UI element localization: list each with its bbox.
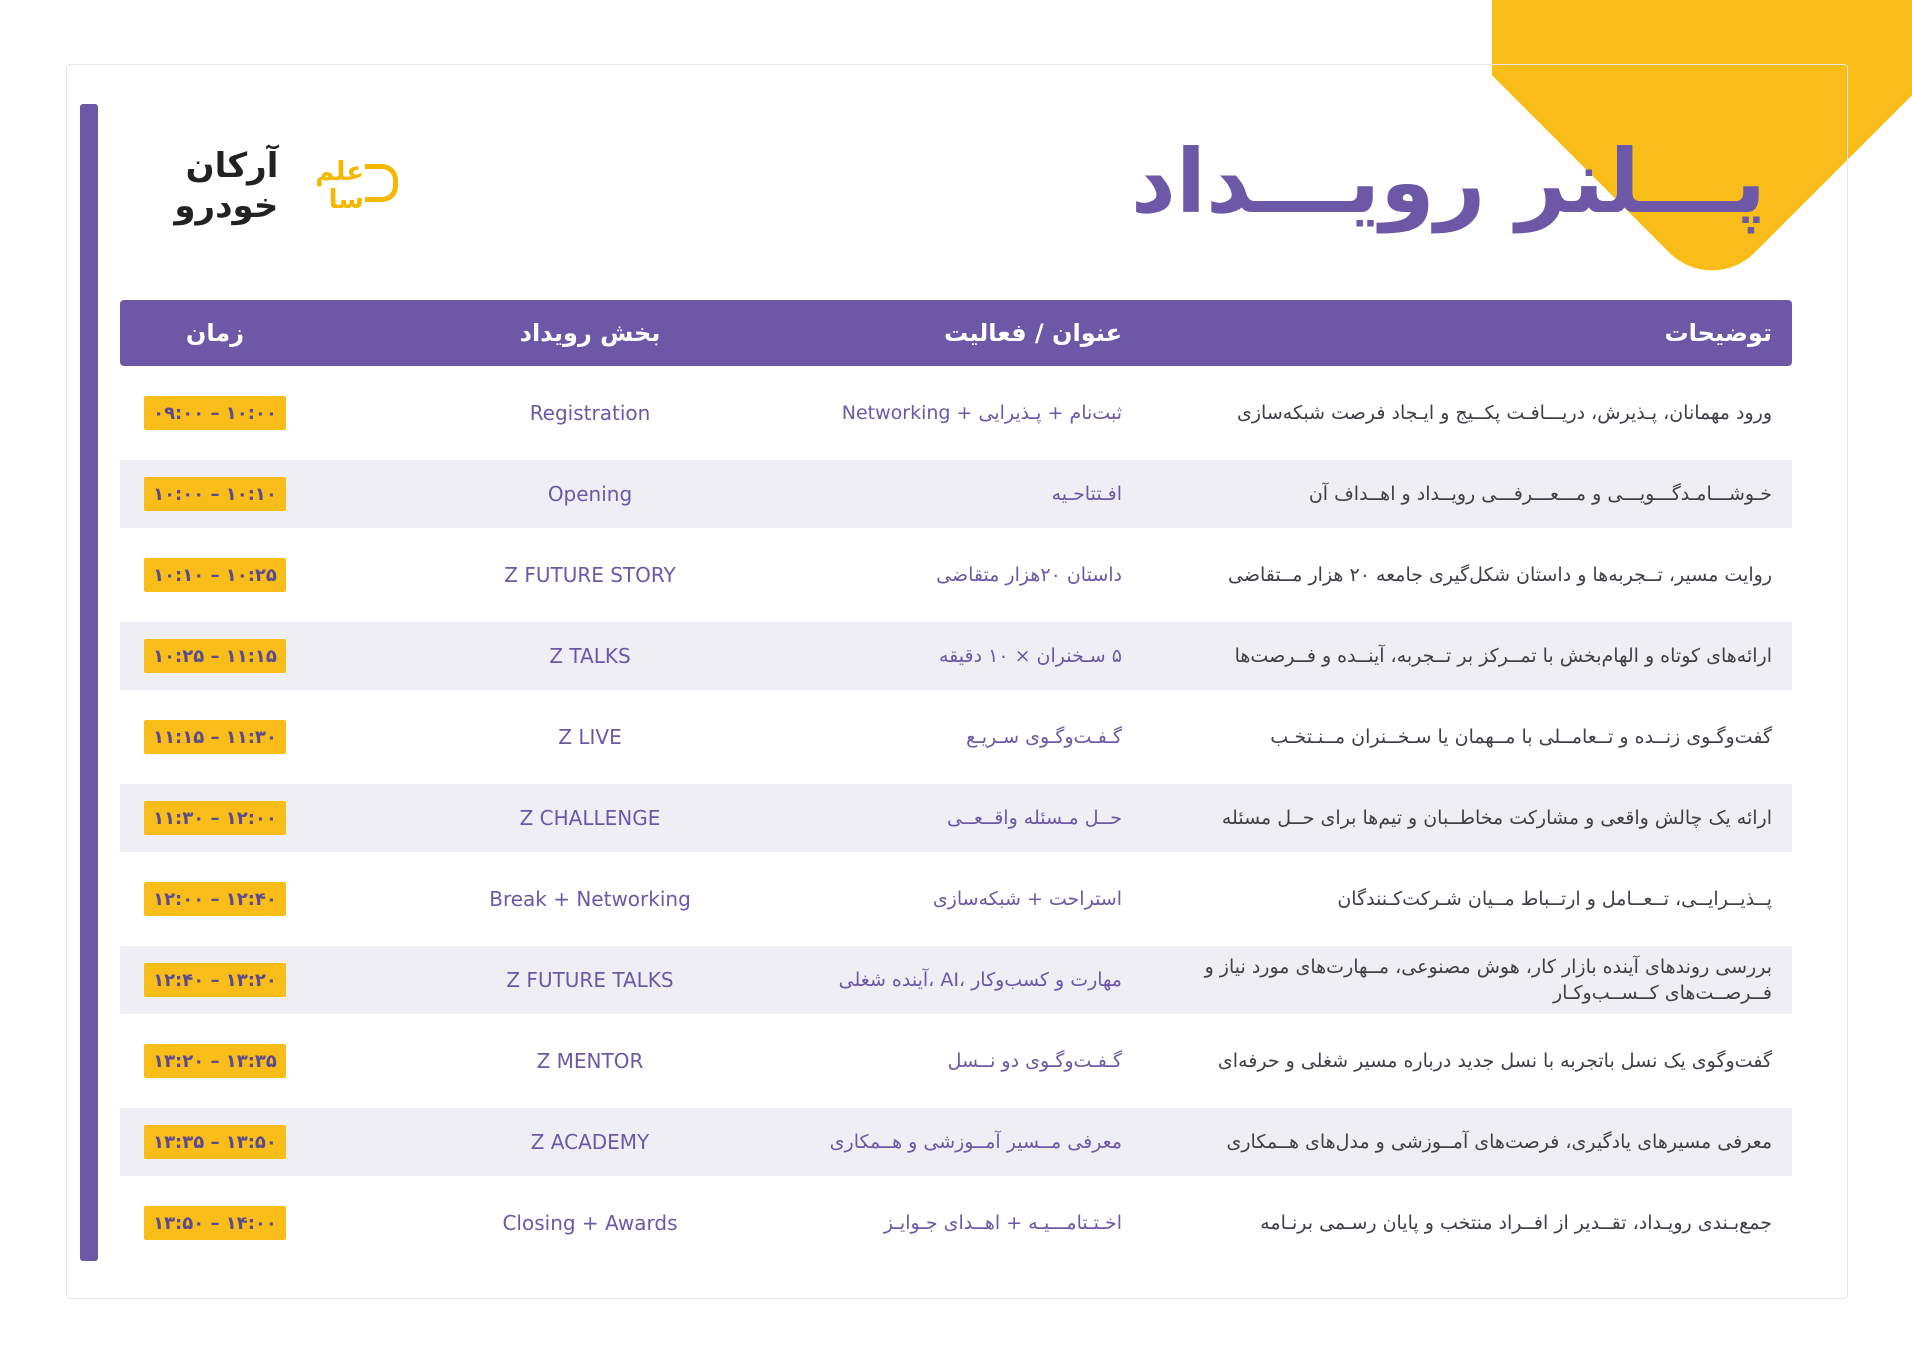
time-badge: ۱۰:۰۰ – ۱۰:۱۰ <box>144 477 286 511</box>
row-section: Z FUTURE TALKS <box>506 968 674 992</box>
time-badge: ۱۱:۳۰ – ۱۲:۰۰ <box>144 801 286 835</box>
table-row <box>120 622 1792 690</box>
row-description: ورود مهمانان، پـذیرش، دریـــافـت پکــیج و ایـجاد فرصت شبکه‌سازی <box>1237 402 1772 424</box>
logo-mark-text: علم سا <box>315 157 364 215</box>
row-description: خـوشـــامـدگـــویـــی و مـــعـــرفـــی رویــداد و اهــداف آن <box>1308 483 1772 505</box>
header-section: بخش رویداد <box>519 319 661 347</box>
row-section: Z LIVE <box>558 725 622 749</box>
header-time: زمان <box>185 319 245 347</box>
time-badge: ۰۹:۰۰ – ۱۰:۰۰ <box>144 396 286 430</box>
time-badge: ۱۳:۵۰ – ۱۴:۰۰ <box>144 1206 286 1240</box>
table-row <box>120 703 1792 771</box>
time-badge: ۱۳:۳۵ – ۱۳:۵۰ <box>144 1125 286 1159</box>
row-title: اخـتـتامـــیـه + اهــدای جـوایـز <box>883 1212 1122 1234</box>
row-section: Z CHALLENGE <box>519 806 661 830</box>
row-time <box>144 1027 286 1095</box>
row-description: ارائه یک چالش واقعی و مشارکت مخاطــبان و تیم‌ها برای حــل مسئله <box>1221 807 1772 829</box>
row-time <box>144 1189 286 1257</box>
logo-mark <box>292 158 398 214</box>
row-description: گفت‌وگوی یک نسل باتجربه با نسل جدید درباره مسیر شغلی و حرفه‌ای <box>1217 1050 1772 1072</box>
row-title: گـفـت‌وگـوی سـریـع <box>966 726 1122 748</box>
row-time <box>144 622 286 690</box>
row-title: داستان ۲۰هزار متقاضی <box>936 564 1122 586</box>
time-badge: ۱۱:۱۵ – ۱۱:۳۰ <box>144 720 286 754</box>
table-row <box>120 946 1792 1014</box>
row-description: معرفی مسیرهای یادگیری، فرصت‌های آمــوزشی و مدل‌های هــمکاری <box>1226 1131 1772 1153</box>
row-section: Break + Networking <box>489 887 691 911</box>
table-header <box>120 300 1792 366</box>
table-row <box>120 1108 1792 1176</box>
row-title: گـفـت‌وگـوی دو نــسل <box>947 1050 1122 1072</box>
row-time <box>144 703 286 771</box>
row-description: گفت‌وگـوی زنــده و تــعامــلی با مــهمان یا سـخــنران مــنـتخـب <box>1270 726 1772 748</box>
side-accent-bar <box>80 104 98 1261</box>
row-description: پــذیــرایــی، تــعــامل و ارتــباط مــیان شـرکت‌کـنندگان <box>1337 888 1772 910</box>
page-title: پـــلنر رویـــداد <box>1130 130 1766 233</box>
row-time <box>144 865 286 933</box>
row-time <box>144 946 286 1014</box>
row-title: ثبت‌نام + پـذیرایی + Networking <box>841 402 1122 424</box>
table-row <box>120 1189 1792 1257</box>
row-time <box>144 1108 286 1176</box>
table-row <box>120 379 1792 447</box>
row-title: معرفی مــسیر آمــوزشی و هــمکاری <box>829 1131 1122 1153</box>
time-badge: ۱۰:۱۰ – ۱۰:۲۵ <box>144 558 286 592</box>
row-section: Z FUTURE STORY <box>504 563 676 587</box>
schedule-table <box>120 300 1792 1257</box>
header-description: توضیحات <box>1664 319 1772 347</box>
logo-brand-text: آرکان خودرو <box>174 146 279 226</box>
row-title: استراحت + شبکه‌سازی <box>932 888 1122 910</box>
row-section: Opening <box>547 482 633 506</box>
logo-symbol-icon <box>365 164 398 202</box>
logo <box>118 146 398 226</box>
row-time <box>144 460 286 528</box>
row-section: Z TALKS <box>549 644 631 668</box>
row-time <box>144 784 286 852</box>
row-section: Z ACADEMY <box>530 1130 650 1154</box>
table-row <box>120 460 1792 528</box>
row-title: حــل مـسئله واقــعــی <box>946 807 1122 829</box>
table-row <box>120 1027 1792 1095</box>
row-description: ارائه‌های کوتاه و الهام‌بخش با تمــرکز بر تــجربه، آینــده و فــرصت‌ها <box>1234 645 1772 667</box>
row-description: بررسی روندهای آینده بازار کار، هوش مصنوعی، مــهارت‌های مورد نیاز و فــرصــت‌های کــســب‌وکـار <box>1204 956 1772 1004</box>
table-body <box>120 379 1792 1257</box>
row-description: جمع‌بـندی رویـداد، تقــدیر از افــراد منتخب و پایان رسـمی برنـامه <box>1260 1212 1772 1234</box>
time-badge: ۱۲:۴۰ – ۱۳:۲۰ <box>144 963 286 997</box>
row-title: افـتتاحـیه <box>1051 483 1122 505</box>
row-title: ۵ سـخنران × ۱۰ دقیقه <box>938 645 1122 667</box>
row-title: مهارت و کسب‌وکار ،AI ،آینده شغلی <box>838 969 1122 991</box>
table-row <box>120 784 1792 852</box>
row-section: Z MENTOR <box>536 1049 644 1073</box>
row-time <box>144 379 286 447</box>
table-row <box>120 865 1792 933</box>
row-section: Registration <box>529 401 651 425</box>
row-description: روایت مسیر، تــجربه‌ها و داستان شکل‌گیری جامعه ۲۰ هزار مــتقاضی <box>1228 564 1772 586</box>
time-badge: ۱۲:۰۰ – ۱۲:۴۰ <box>144 882 286 916</box>
time-badge: ۱۳:۲۰ – ۱۳:۳۵ <box>144 1044 286 1078</box>
row-section: Closing + Awards <box>502 1211 678 1235</box>
header-title: عنوان / فعالیت <box>944 319 1122 347</box>
time-badge: ۱۰:۲۵ – ۱۱:۱۵ <box>144 639 286 673</box>
row-time <box>144 541 286 609</box>
table-row <box>120 541 1792 609</box>
